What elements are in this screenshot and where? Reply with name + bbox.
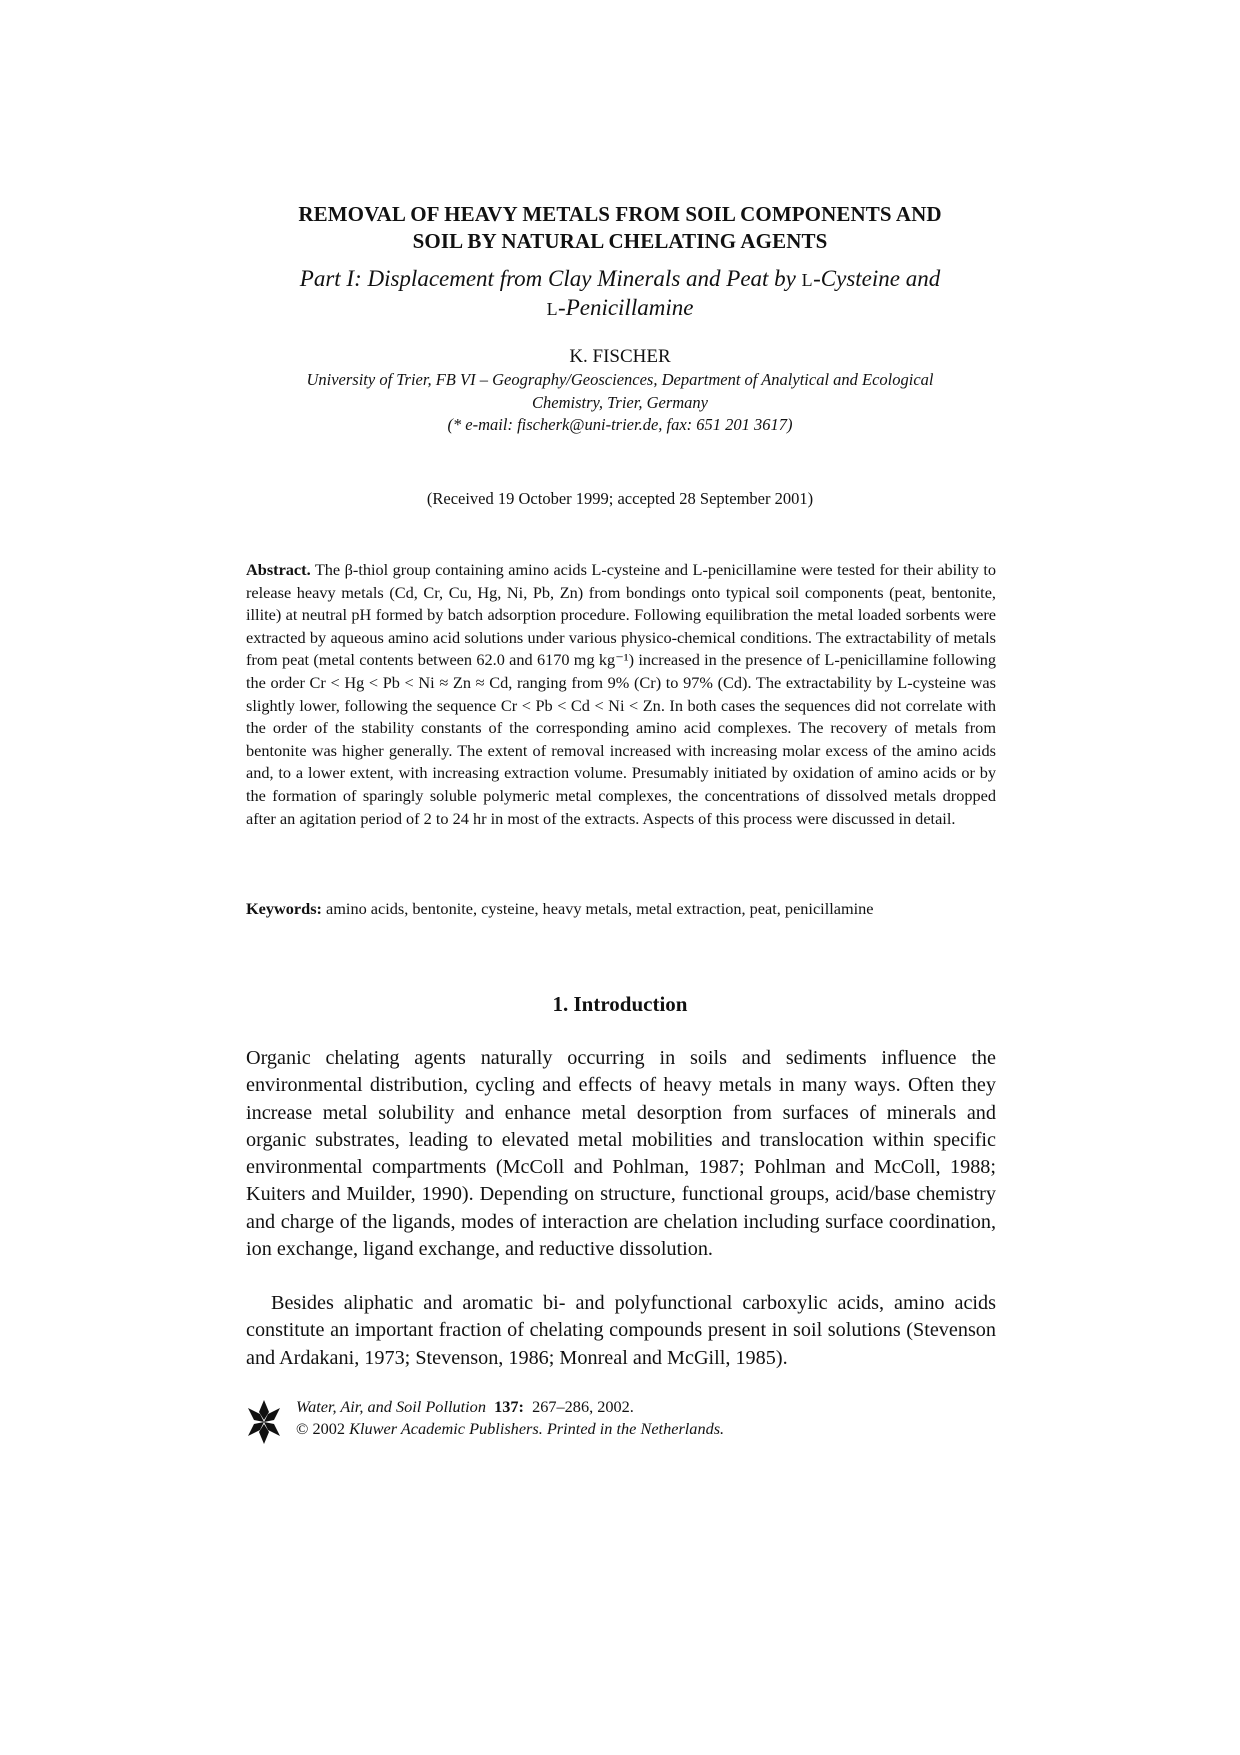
keywords-label: Keywords: [246,899,322,918]
publisher-logo-icon [246,1398,282,1446]
author-name: K. FISCHER [569,346,671,367]
journal-footer [246,1396,996,1456]
journal-pages: 267–286, 2002. [532,1397,634,1416]
introduction-paragraph-1: Organic chelating agents naturally occurring in soils and sediments influence the environmental distribution, cycling and effects of heavy metals in many ways. Often they increase metal solubility and enhance metal desorption from surfaces of minerals and organic substrates, leading to elevated metal mobilities and translocation within specific environmental compartments (McColl and Pohlman, 1987; Pohlman and McColl, 1988; Kuiters and Muilder, 1990). Depending on structure, functional groups, acid/base chemistry and charge of the ligands, modes of interaction are chelation including surface coordination, ion exchange, ligand exchange, and reductive dissolution. [246,1047,996,1261]
copyright-year: © 2002 [296,1419,346,1438]
journal-volume: 137: [494,1397,524,1416]
subtitle-part-3: -Penicillamine [558,295,694,320]
keywords-text: amino acids, bentonite, cysteine, heavy metals, metal extraction, peat, penicillamine [326,899,874,918]
paper-subtitle [240,265,1000,323]
affiliation-line-1: University of Trier, FB VI – Geography/Geosciences, Department of Analytical and Ecological [306,370,934,389]
footer-citation [296,1396,724,1440]
keywords [246,898,996,920]
footer-line-1 [296,1396,724,1418]
affiliation-line-2: Chemistry, Trier, Germany [531,392,708,412]
section-heading-introduction: 1. Introduction [552,992,688,1016]
subtitle-part-1: Part I: Displacement from Clay Minerals and Peat by [299,266,802,291]
received-dates: (Received 19 October 1999; accepted 28 September 2001) [426,489,814,508]
affiliation-contact: (* e-mail: fischerk@uni-trier.de, fax: 651 201 3617) [447,415,793,434]
title-line-2: SOIL BY NATURAL CHELATING AGENTS [412,229,828,253]
publisher-name: Kluwer Academic Publishers. Printed in the Netherlands. [349,1419,725,1438]
abstract-label: Abstract. [246,560,311,579]
title-line-1: REMOVAL OF HEAVY METALS FROM SOIL COMPONENTS AND [298,202,942,226]
subtitle-part-2: -Cysteine and [813,266,941,291]
subtitle-smallcap-l-1: L [801,270,814,290]
author-affiliation [240,369,1000,437]
journal-name: Water, Air, and Soil Pollution [296,1397,486,1416]
abstract [246,559,996,830]
subtitle-smallcap-l-2: L [546,299,559,319]
paper-title [240,201,1000,255]
introduction-paragraph-2: Besides aliphatic and aromatic bi- and polyfunctional carboxylic acids, amino acids constitute an important fraction of chelating compounds present in soil solutions (Stevenson and Ardakani, 1973; Stevenson, 1986; Monreal and McGill, 1985). [246,1292,996,1369]
abstract-text: The β-thiol group containing amino acids L-cysteine and L-penicillamine were tested for their ability to release heavy metals (Cd, Cr, Cu, Hg, Ni, Pb, Zn) from bondings onto typical soil components (peat, bentonite, illite) at neutral pH formed by batch adsorption procedure. Following equilibration the metal loaded sorbents were extracted by aqueous amino acid solutions under various physico-chemical conditions. The extractability of metals from peat (metal contents between 62.0 and 6170 mg kg⁻¹) increased in the presence of L-penicillamine following the order Cr < Hg < Pb < Ni ≈ Zn ≈ Cd, ranging from 9% (Cr) to 97% (Cd). The extractability by L-cysteine was slightly lower, following the sequence Cr < Pb < Cd < Ni < Zn. In both cases the sequences did not correlate with the order of the stability constants of the corresponding amino acid complexes. The recovery of metals from bentonite was higher generally. The extent of removal increased with increasing molar excess of the amino acids and, to a lower extent, with increasing extraction volume. Presumably initiated by oxidation of amino acids or by the formation of sparingly soluble polymeric metal complexes, the concentrations of dissolved metals dropped after an agitation period of 2 to 24 hr in most of the extracts. Aspects of this process were discussed in detail. [246,560,997,828]
footer-line-2 [296,1418,724,1440]
